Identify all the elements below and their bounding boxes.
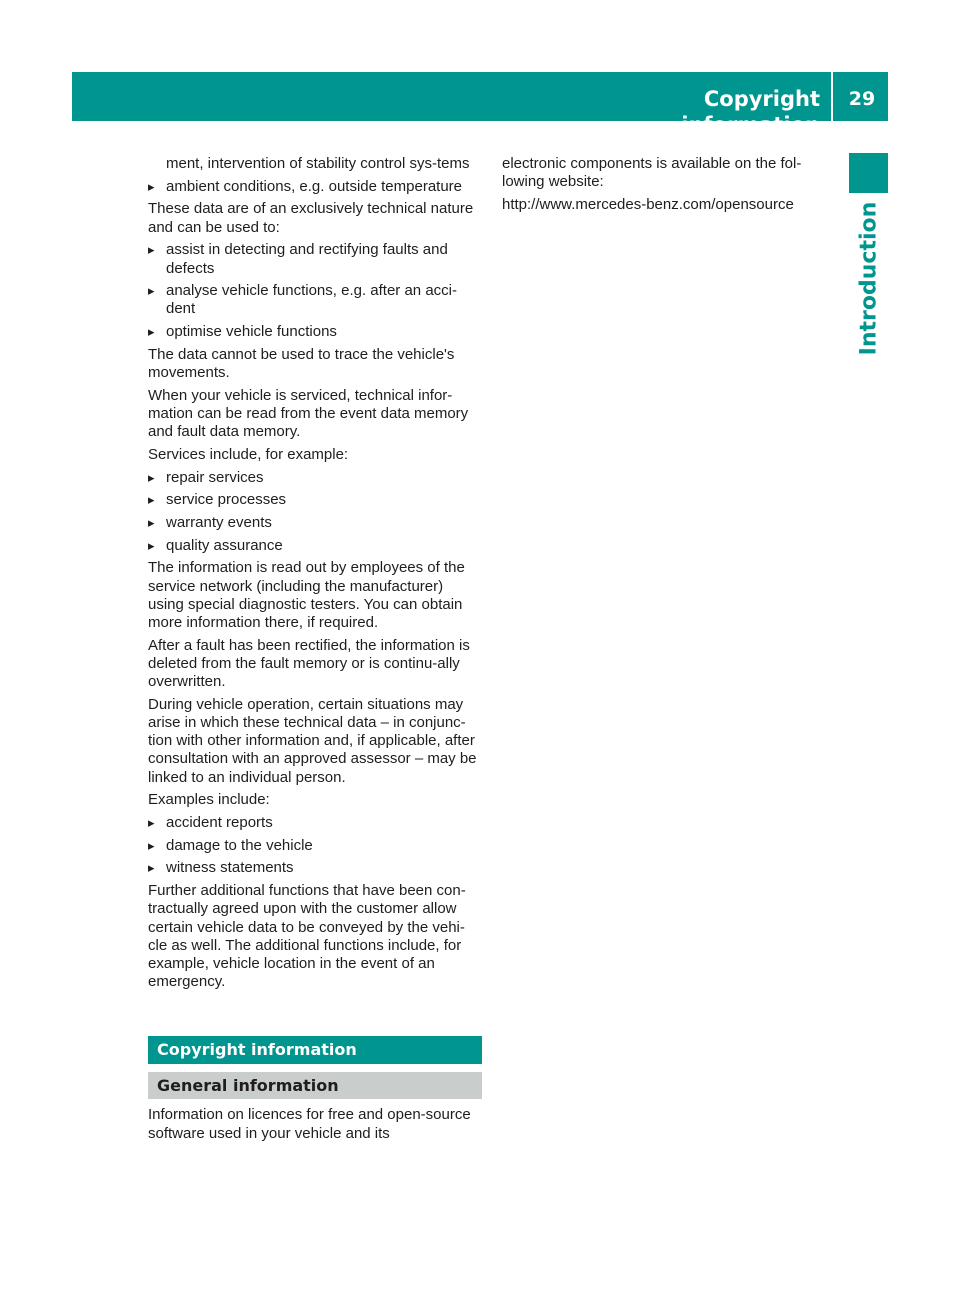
side-tab — [845, 201, 893, 355]
right-column — [502, 155, 834, 219]
paragraph: When your vehicle is serviced, technical infor-mation can be read from the event data memory and fault data memory. — [148, 386, 469, 441]
page-number: 29 — [848, 88, 876, 110]
paragraph: Examples include: — [148, 791, 270, 809]
list-item: ▸ damage to the vehicle — [148, 837, 482, 855]
paragraph: These data are of an exclusively technical nature and can be used to: — [148, 200, 474, 236]
header-title: Copyright information — [681, 87, 820, 137]
list-item: ▸ repair services — [148, 469, 482, 487]
list-item: ▸ optimise vehicle functions — [148, 323, 482, 341]
opensource-url: http://www.mercedes-benz.com/opensource — [502, 195, 794, 213]
side-tab-label: Introduction — [856, 201, 882, 355]
list-item: ▸ quality assurance — [148, 537, 482, 555]
list-item: ▸ assist in detecting and rectifying faults and defects — [148, 241, 482, 277]
list-item: ▸ analyse vehicle functions, e.g. after an acci-dent — [148, 282, 482, 318]
paragraph: Services include, for example: — [148, 445, 349, 463]
list-item: ▸ ambient conditions, e.g. outside temperature — [148, 178, 482, 196]
header-divider — [831, 72, 833, 121]
paragraph: During vehicle operation, certain situations may arise in which these technical data – in conjunc-tion with other information and, if applicable, after consultation with an approved assessor – may be linked to an individual person. — [148, 695, 477, 786]
paragraph: Information on licences for free and open-source software used in your vehicle and its — [148, 1106, 471, 1142]
paragraph: The data cannot be used to trace the vehicle's movements. — [148, 345, 455, 382]
paragraph: Further additional functions that have been con-tractually agreed upon with the customer allow certain vehicle data to be conveyed by the vehi-cle as well. The additional functions include, for example, vehicle location in the event of an emergency. — [148, 882, 466, 991]
paragraph: electronic components is available on the fol-lowing website: — [502, 155, 802, 191]
section-heading: Copyright information — [148, 1036, 482, 1064]
list-item: ▸ witness statements — [148, 859, 482, 877]
list-item: ▸ warranty events — [148, 514, 482, 532]
left-column — [148, 155, 482, 1147]
paragraph: After a fault has been rectified, the information is deleted from the fault memory or is continu-ally overwritten. — [148, 636, 470, 691]
continued-text: ment, intervention of stability control sys-tems — [166, 155, 470, 172]
list-item: ▸ service processes — [148, 491, 482, 509]
list-item: ▸ accident reports — [148, 814, 482, 832]
side-tab-marker — [849, 153, 888, 193]
paragraph: The information is read out by employees of the service network (including the manufacturer) using special diagnostic testers. You can obtain more information there, if required. — [148, 559, 465, 631]
subsection-heading: General information — [148, 1072, 482, 1099]
